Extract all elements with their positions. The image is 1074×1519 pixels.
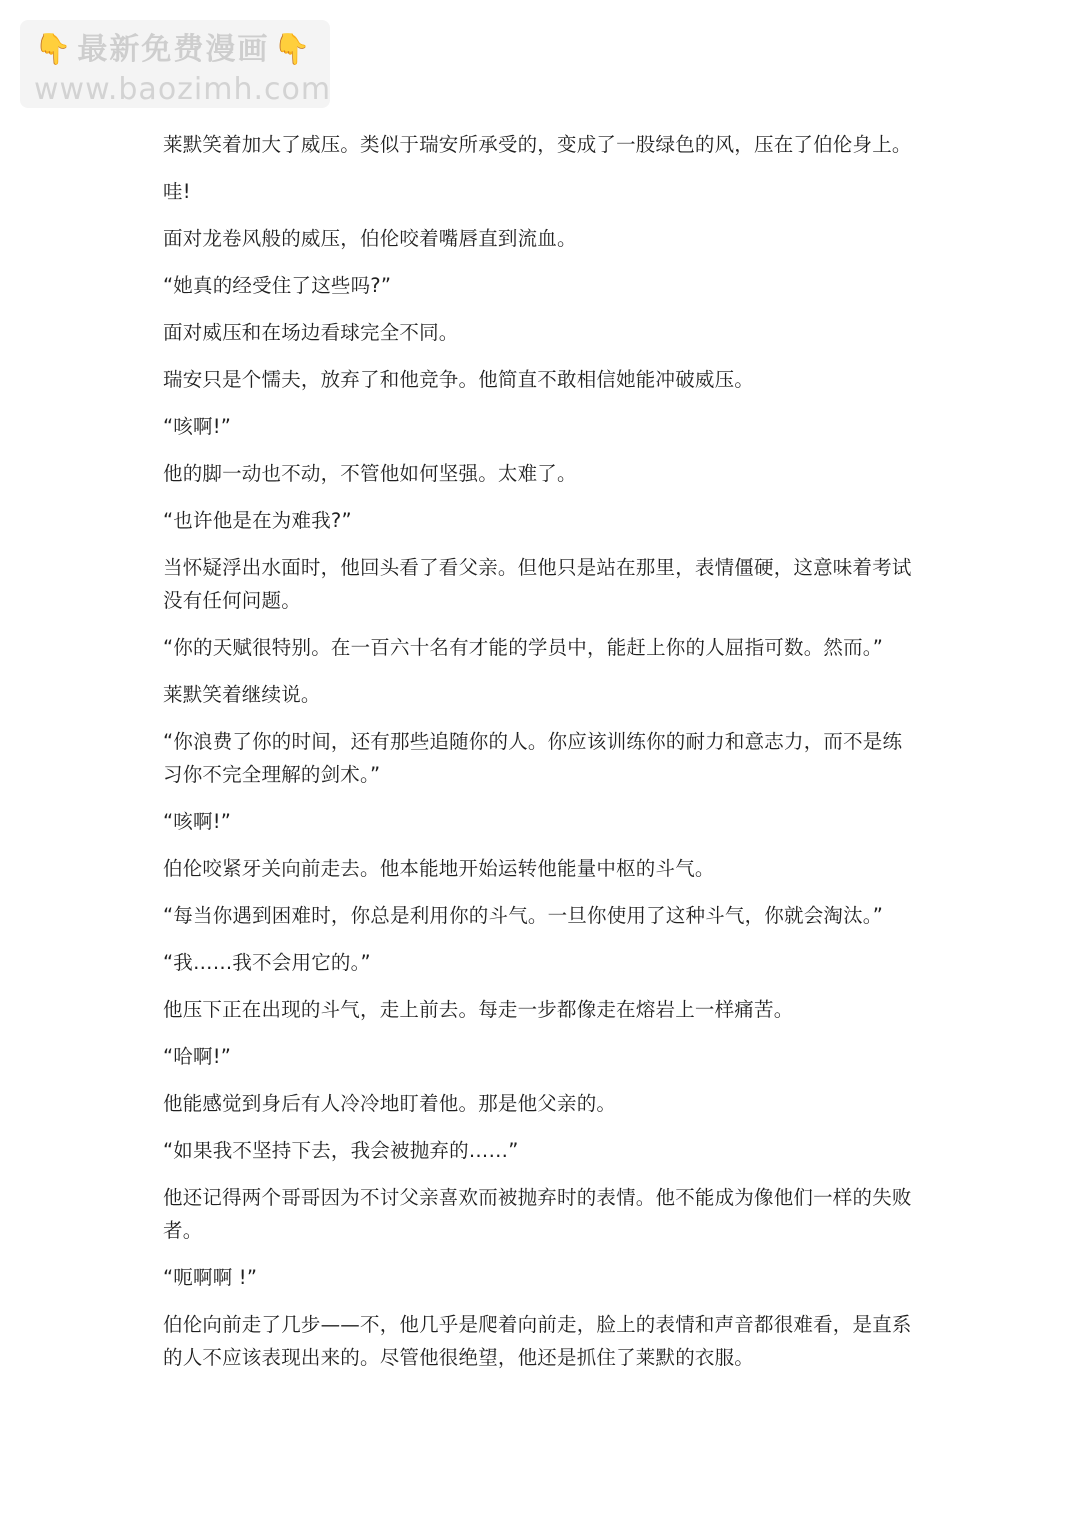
paragraph: “咳啊!” xyxy=(163,810,232,833)
watermark-badge xyxy=(20,20,330,108)
paragraph: 哇! xyxy=(163,180,191,203)
paragraph: 瑞安只是个懦夫，放弃了和他竞争。他简直不敢相信她能冲破威压。 xyxy=(163,368,755,391)
paragraph: 他压下正在出现的斗气，走上前去。每走一步都像走在熔岩上一样痛苦。 xyxy=(163,998,794,1021)
watermark-title: 最新免费漫画 xyxy=(77,32,270,67)
watermark-url: www.baozimh.com xyxy=(34,72,332,107)
paragraph: “咳啊!” xyxy=(163,415,232,438)
paragraph: “我……我不会用它的。” xyxy=(163,951,371,974)
paragraph: 伯伦咬紧牙关向前走去。他本能地开始运转他能量中枢的斗气。 xyxy=(163,857,715,880)
document-body xyxy=(163,128,915,1388)
paragraph: “哈啊!” xyxy=(163,1045,232,1068)
paragraph: 他能感觉到身后有人冷冷地盯着他。那是他父亲的。 xyxy=(163,1092,617,1115)
paragraph: “也许他是在为难我?” xyxy=(163,509,352,532)
paragraph: “你的天赋很特别。在一百六十名有才能的学员中，能赶上你的人屈指可数。然而。” xyxy=(163,636,884,659)
paragraph: 莱默笑着加大了威压。类似于瑞安所承受的，变成了一股绿色的风，压在了伯伦身上。 xyxy=(163,133,912,156)
pointing-down-hand-icon: 👇 xyxy=(273,32,313,67)
paragraph: 莱默笑着继续说。 xyxy=(163,683,321,706)
paragraph: “每当你遇到困难时，你总是利用你的斗气。一旦你使用了这种斗气，你就会淘汰。” xyxy=(163,904,884,927)
paragraph: “如果我不坚持下去，我会被抛弃的……” xyxy=(163,1139,519,1162)
watermark-title-row xyxy=(34,30,318,70)
paragraph: 他还记得两个哥哥因为不讨父亲喜欢而被抛弃时的表情。他不能成为像他们一样的失败者。 xyxy=(163,1186,912,1242)
paragraph: 他的脚一动也不动，不管他如何坚强。太难了。 xyxy=(163,462,577,485)
paragraph: “呃啊啊 !” xyxy=(163,1266,258,1289)
paragraph: 面对威压和在场边看球完全不同。 xyxy=(163,321,459,344)
paragraph: 当怀疑浮出水面时，他回头看了看父亲。但他只是站在那里，表情僵硬，这意味着考试没有任何问题。 xyxy=(163,556,912,612)
paragraph: 面对龙卷风般的威压，伯伦咬着嘴唇直到流血。 xyxy=(163,227,577,250)
pointing-down-hand-icon: 👇 xyxy=(34,32,74,67)
paragraph: “她真的经受住了这些吗?” xyxy=(163,274,392,297)
paragraph: “你浪费了你的时间，还有那些追随你的人。你应该训练你的耐力和意志力，而不是练习你不完全理解的剑术。” xyxy=(163,730,903,786)
paragraph: 伯伦向前走了几步——不，他几乎是爬着向前走，脸上的表情和声音都很难看，是直系的人不应该表现出来的。尽管他很绝望，他还是抓住了莱默的衣服。 xyxy=(163,1313,912,1369)
